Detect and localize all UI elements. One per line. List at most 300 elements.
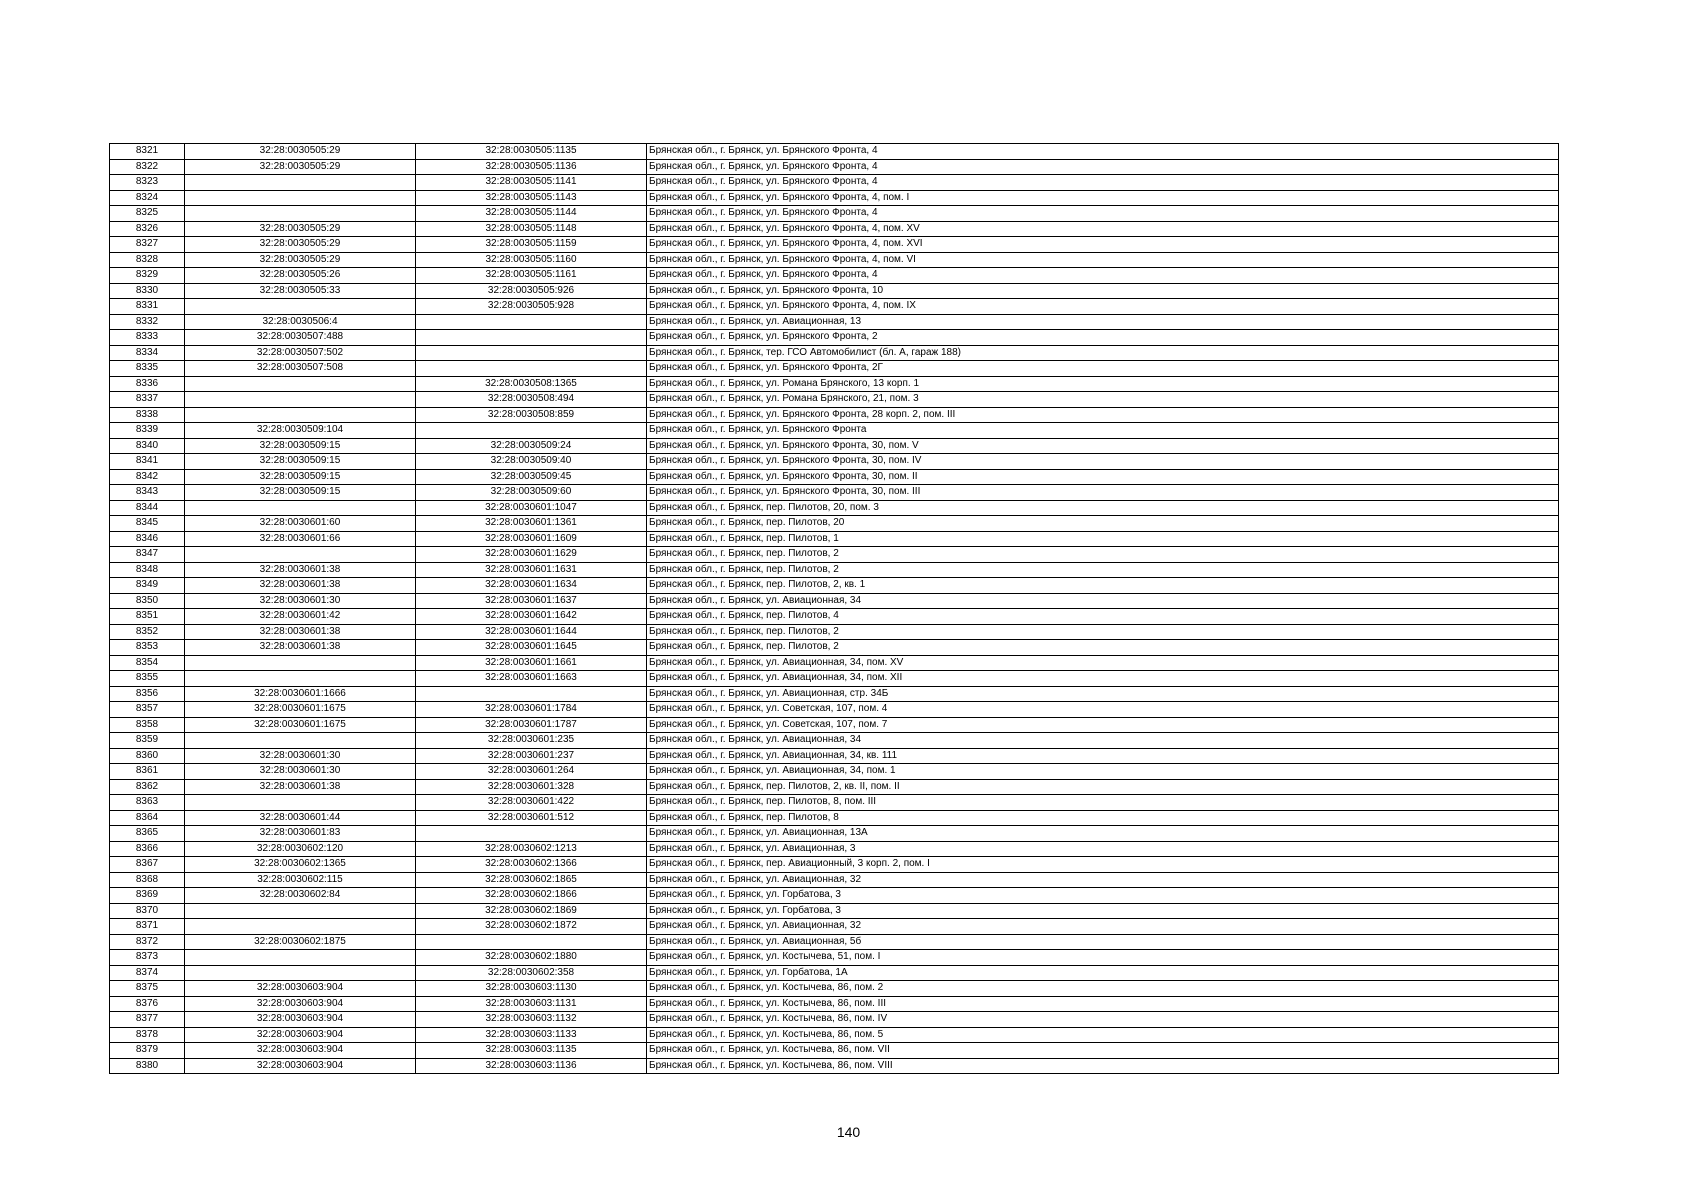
table-row — [110, 283, 1559, 299]
object-cadastral-number-cell: 32:28:0030601:1787 — [416, 717, 647, 733]
table-row — [110, 392, 1559, 408]
address-cell: Брянская обл., г. Брянск, ул. Горбатова, 3 — [647, 903, 1559, 919]
object-cadastral-number-cell: 32:28:0030601:1637 — [416, 593, 647, 609]
land-cadastral-number-cell — [185, 655, 416, 671]
row-number-cell: 8376 — [110, 996, 185, 1012]
object-cadastral-number-cell: 32:28:0030603:1131 — [416, 996, 647, 1012]
table-row — [110, 733, 1559, 749]
table-row — [110, 221, 1559, 237]
address-cell: Брянская обл., г. Брянск, ул. Костычева, 86, пом. VIII — [647, 1058, 1559, 1074]
land-cadastral-number-cell: 32:28:0030603:904 — [185, 1027, 416, 1043]
land-cadastral-number-cell: 32:28:0030505:33 — [185, 283, 416, 299]
address-cell: Брянская обл., г. Брянск, ул. Авиационная, 34, кв. 111 — [647, 748, 1559, 764]
land-cadastral-number-cell — [185, 376, 416, 392]
address-cell: Брянская обл., г. Брянск, ул. Авиационная, 34, пом. XII — [647, 671, 1559, 687]
land-cadastral-number-cell: 32:28:0030602:115 — [185, 872, 416, 888]
object-cadastral-number-cell: 32:28:0030505:1136 — [416, 159, 647, 175]
registry-table — [109, 143, 1559, 1074]
row-number-cell: 8326 — [110, 221, 185, 237]
land-cadastral-number-cell: 32:28:0030601:38 — [185, 624, 416, 640]
row-number-cell: 8367 — [110, 857, 185, 873]
address-cell: Брянская обл., г. Брянск, ул. Авиационная, 32 — [647, 872, 1559, 888]
land-cadastral-number-cell: 32:28:0030601:30 — [185, 748, 416, 764]
object-cadastral-number-cell — [416, 686, 647, 702]
row-number-cell: 8337 — [110, 392, 185, 408]
address-cell: Брянская обл., г. Брянск, ул. Брянского Фронта, 4, пом. XVI — [647, 237, 1559, 253]
row-number-cell: 8325 — [110, 206, 185, 222]
row-number-cell: 8355 — [110, 671, 185, 687]
address-cell: Брянская обл., г. Брянск, ул. Брянского Фронта, 4 — [647, 206, 1559, 222]
row-number-cell: 8369 — [110, 888, 185, 904]
land-cadastral-number-cell — [185, 206, 416, 222]
row-number-cell: 8351 — [110, 609, 185, 625]
address-cell: Брянская обл., г. Брянск, пер. Пилотов, 1 — [647, 531, 1559, 547]
object-cadastral-number-cell: 32:28:0030601:1609 — [416, 531, 647, 547]
address-cell: Брянская обл., г. Брянск, ул. Брянского Фронта, 4, пом. I — [647, 190, 1559, 206]
address-cell: Брянская обл., г. Брянск, ул. Брянского Фронта, 2 — [647, 330, 1559, 346]
object-cadastral-number-cell: 32:28:0030602:1213 — [416, 841, 647, 857]
row-number-cell: 8332 — [110, 314, 185, 330]
address-cell: Брянская обл., г. Брянск, ул. Брянского Фронта, 30, пом. II — [647, 469, 1559, 485]
table-row — [110, 562, 1559, 578]
land-cadastral-number-cell: 32:28:0030509:104 — [185, 423, 416, 439]
land-cadastral-number-cell: 32:28:0030601:60 — [185, 516, 416, 532]
object-cadastral-number-cell — [416, 423, 647, 439]
address-cell: Брянская обл., г. Брянск, ул. Брянского Фронта, 28 корп. 2, пом. III — [647, 407, 1559, 423]
land-cadastral-number-cell — [185, 407, 416, 423]
object-cadastral-number-cell: 32:28:0030508:1365 — [416, 376, 647, 392]
address-cell: Брянская обл., г. Брянск, ул. Брянского Фронта, 4 — [647, 175, 1559, 191]
object-cadastral-number-cell — [416, 826, 647, 842]
table-row — [110, 268, 1559, 284]
row-number-cell: 8368 — [110, 872, 185, 888]
address-cell: Брянская обл., г. Брянск, ул. Брянского Фронта, 4, пом. VI — [647, 252, 1559, 268]
address-cell: Брянская обл., г. Брянск, ул. Костычева, 86, пом. 2 — [647, 981, 1559, 997]
land-cadastral-number-cell: 32:28:0030602:1875 — [185, 934, 416, 950]
row-number-cell: 8339 — [110, 423, 185, 439]
row-number-cell: 8353 — [110, 640, 185, 656]
table-row — [110, 159, 1559, 175]
land-cadastral-number-cell — [185, 190, 416, 206]
table-row — [110, 361, 1559, 377]
land-cadastral-number-cell: 32:28:0030601:38 — [185, 779, 416, 795]
object-cadastral-number-cell: 32:28:0030601:1663 — [416, 671, 647, 687]
address-cell: Брянская обл., г. Брянск, пер. Пилотов, 2 — [647, 640, 1559, 656]
object-cadastral-number-cell: 32:28:0030603:1130 — [416, 981, 647, 997]
table-row — [110, 1058, 1559, 1074]
row-number-cell: 8328 — [110, 252, 185, 268]
address-cell: Брянская обл., г. Брянск, пер. Пилотов, 2 — [647, 547, 1559, 563]
row-number-cell: 8361 — [110, 764, 185, 780]
address-cell: Брянская обл., г. Брянск, ул. Костычева, 86, пом. VII — [647, 1043, 1559, 1059]
row-number-cell: 8377 — [110, 1012, 185, 1028]
object-cadastral-number-cell: 32:28:0030602:1880 — [416, 950, 647, 966]
land-cadastral-number-cell: 32:28:0030505:29 — [185, 159, 416, 175]
row-number-cell: 8342 — [110, 469, 185, 485]
row-number-cell: 8323 — [110, 175, 185, 191]
address-cell: Брянская обл., г. Брянск, пер. Пилотов, 2, кв. 1 — [647, 578, 1559, 594]
object-cadastral-number-cell: 32:28:0030508:859 — [416, 407, 647, 423]
address-cell: Брянская обл., г. Брянск, ул. Брянского Фронта, 10 — [647, 283, 1559, 299]
object-cadastral-number-cell: 32:28:0030601:328 — [416, 779, 647, 795]
land-cadastral-number-cell: 32:28:0030505:26 — [185, 268, 416, 284]
table-row — [110, 423, 1559, 439]
land-cadastral-number-cell: 32:28:0030505:29 — [185, 144, 416, 160]
address-cell: Брянская обл., г. Брянск, ул. Горбатова, 1А — [647, 965, 1559, 981]
row-number-cell: 8344 — [110, 500, 185, 516]
land-cadastral-number-cell — [185, 733, 416, 749]
row-number-cell: 8373 — [110, 950, 185, 966]
land-cadastral-number-cell: 32:28:0030507:508 — [185, 361, 416, 377]
table-row — [110, 764, 1559, 780]
table-row — [110, 609, 1559, 625]
object-cadastral-number-cell — [416, 345, 647, 361]
object-cadastral-number-cell — [416, 934, 647, 950]
object-cadastral-number-cell: 32:28:0030601:1644 — [416, 624, 647, 640]
table-row — [110, 593, 1559, 609]
row-number-cell: 8340 — [110, 438, 185, 454]
land-cadastral-number-cell: 32:28:0030601:44 — [185, 810, 416, 826]
address-cell: Брянская обл., г. Брянск, ул. Авиационная, 32 — [647, 919, 1559, 935]
object-cadastral-number-cell: 32:28:0030509:24 — [416, 438, 647, 454]
land-cadastral-number-cell: 32:28:0030507:502 — [185, 345, 416, 361]
land-cadastral-number-cell: 32:28:0030601:1666 — [185, 686, 416, 702]
row-number-cell: 8365 — [110, 826, 185, 842]
address-cell: Брянская обл., г. Брянск, ул. Костычева, 51, пом. I — [647, 950, 1559, 966]
land-cadastral-number-cell — [185, 392, 416, 408]
address-cell: Брянская обл., г. Брянск, ул. Авиационная, 3 — [647, 841, 1559, 857]
address-cell: Брянская обл., г. Брянск, ул. Брянского Фронта, 4, пом. IX — [647, 299, 1559, 315]
table-row — [110, 500, 1559, 516]
address-cell: Брянская обл., г. Брянск, ул. Советская, 107, пом. 7 — [647, 717, 1559, 733]
object-cadastral-number-cell: 32:28:0030508:494 — [416, 392, 647, 408]
row-number-cell: 8322 — [110, 159, 185, 175]
row-number-cell: 8379 — [110, 1043, 185, 1059]
object-cadastral-number-cell: 32:28:0030601:512 — [416, 810, 647, 826]
object-cadastral-number-cell: 32:28:0030601:1631 — [416, 562, 647, 578]
object-cadastral-number-cell: 32:28:0030602:1869 — [416, 903, 647, 919]
object-cadastral-number-cell: 32:28:0030602:1866 — [416, 888, 647, 904]
object-cadastral-number-cell — [416, 361, 647, 377]
land-cadastral-number-cell: 32:28:0030506:4 — [185, 314, 416, 330]
object-cadastral-number-cell: 32:28:0030603:1135 — [416, 1043, 647, 1059]
address-cell: Брянская обл., г. Брянск, ул. Авиационная, 13 — [647, 314, 1559, 330]
object-cadastral-number-cell: 32:28:0030505:1161 — [416, 268, 647, 284]
object-cadastral-number-cell: 32:28:0030509:60 — [416, 485, 647, 501]
object-cadastral-number-cell: 32:28:0030601:1361 — [416, 516, 647, 532]
row-number-cell: 8346 — [110, 531, 185, 547]
address-cell: Брянская обл., г. Брянск, ул. Брянского Фронта, 30, пом. IV — [647, 454, 1559, 470]
land-cadastral-number-cell — [185, 965, 416, 981]
land-cadastral-number-cell — [185, 903, 416, 919]
table-row — [110, 950, 1559, 966]
table-row — [110, 578, 1559, 594]
address-cell: Брянская обл., г. Брянск, ул. Горбатова, 3 — [647, 888, 1559, 904]
land-cadastral-number-cell: 32:28:0030601:1675 — [185, 717, 416, 733]
table-row — [110, 438, 1559, 454]
address-cell: Брянская обл., г. Брянск, ул. Авиационная, 5б — [647, 934, 1559, 950]
object-cadastral-number-cell: 32:28:0030505:1160 — [416, 252, 647, 268]
table-row — [110, 934, 1559, 950]
row-number-cell: 8335 — [110, 361, 185, 377]
address-cell: Брянская обл., г. Брянск, ул. Советская, 107, пом. 4 — [647, 702, 1559, 718]
table-row — [110, 919, 1559, 935]
land-cadastral-number-cell: 32:28:0030603:904 — [185, 1012, 416, 1028]
table-row — [110, 516, 1559, 532]
table-row — [110, 671, 1559, 687]
object-cadastral-number-cell: 32:28:0030603:1132 — [416, 1012, 647, 1028]
address-cell: Брянская обл., г. Брянск, ул. Авиационная, 13А — [647, 826, 1559, 842]
table-row — [110, 485, 1559, 501]
row-number-cell: 8364 — [110, 810, 185, 826]
table-row — [110, 981, 1559, 997]
table-row — [110, 779, 1559, 795]
object-cadastral-number-cell: 32:28:0030602:1872 — [416, 919, 647, 935]
land-cadastral-number-cell: 32:28:0030509:15 — [185, 454, 416, 470]
object-cadastral-number-cell — [416, 330, 647, 346]
row-number-cell: 8359 — [110, 733, 185, 749]
address-cell: Брянская обл., г. Брянск, пер. Пилотов, 2 — [647, 562, 1559, 578]
object-cadastral-number-cell: 32:28:0030505:1143 — [416, 190, 647, 206]
row-number-cell: 8380 — [110, 1058, 185, 1074]
address-cell: Брянская обл., г. Брянск, ул. Брянского Фронта, 2Г — [647, 361, 1559, 377]
row-number-cell: 8358 — [110, 717, 185, 733]
land-cadastral-number-cell: 32:28:0030509:15 — [185, 485, 416, 501]
table-row — [110, 826, 1559, 842]
row-number-cell: 8366 — [110, 841, 185, 857]
object-cadastral-number-cell: 32:28:0030601:237 — [416, 748, 647, 764]
land-cadastral-number-cell: 32:28:0030601:42 — [185, 609, 416, 625]
land-cadastral-number-cell: 32:28:0030509:15 — [185, 469, 416, 485]
land-cadastral-number-cell: 32:28:0030603:904 — [185, 1043, 416, 1059]
land-cadastral-number-cell: 32:28:0030507:488 — [185, 330, 416, 346]
row-number-cell: 8356 — [110, 686, 185, 702]
land-cadastral-number-cell: 32:28:0030603:904 — [185, 996, 416, 1012]
object-cadastral-number-cell: 32:28:0030601:1642 — [416, 609, 647, 625]
object-cadastral-number-cell: 32:28:0030603:1133 — [416, 1027, 647, 1043]
land-cadastral-number-cell: 32:28:0030505:29 — [185, 221, 416, 237]
object-cadastral-number-cell: 32:28:0030505:1159 — [416, 237, 647, 253]
object-cadastral-number-cell: 32:28:0030601:1784 — [416, 702, 647, 718]
land-cadastral-number-cell: 32:28:0030603:904 — [185, 981, 416, 997]
address-cell: Брянская обл., г. Брянск, ул. Романа Брянского, 13 корп. 1 — [647, 376, 1559, 392]
object-cadastral-number-cell: 32:28:0030505:928 — [416, 299, 647, 315]
row-number-cell: 8363 — [110, 795, 185, 811]
object-cadastral-number-cell: 32:28:0030601:1047 — [416, 500, 647, 516]
row-number-cell: 8352 — [110, 624, 185, 640]
table-row — [110, 888, 1559, 904]
row-number-cell: 8354 — [110, 655, 185, 671]
land-cadastral-number-cell: 32:28:0030602:1365 — [185, 857, 416, 873]
address-cell: Брянская обл., г. Брянск, ул. Брянского Фронта, 4 — [647, 268, 1559, 284]
table-row — [110, 376, 1559, 392]
land-cadastral-number-cell: 32:28:0030601:38 — [185, 562, 416, 578]
land-cadastral-number-cell — [185, 175, 416, 191]
address-cell: Брянская обл., г. Брянск, ул. Авиационная, 34 — [647, 593, 1559, 609]
land-cadastral-number-cell: 32:28:0030505:29 — [185, 252, 416, 268]
address-cell: Брянская обл., г. Брянск, ул. Брянского Фронта, 30, пом. III — [647, 485, 1559, 501]
row-number-cell: 8375 — [110, 981, 185, 997]
row-number-cell: 8321 — [110, 144, 185, 160]
address-cell: Брянская обл., г. Брянск, ул. Костычева, 86, пом. IV — [647, 1012, 1559, 1028]
land-cadastral-number-cell: 32:28:0030601:38 — [185, 640, 416, 656]
table-row — [110, 640, 1559, 656]
table-row — [110, 717, 1559, 733]
object-cadastral-number-cell: 32:28:0030505:1144 — [416, 206, 647, 222]
table-row — [110, 702, 1559, 718]
land-cadastral-number-cell — [185, 547, 416, 563]
table-row — [110, 1012, 1559, 1028]
table-row — [110, 175, 1559, 191]
table-row — [110, 314, 1559, 330]
table-row — [110, 237, 1559, 253]
row-number-cell: 8343 — [110, 485, 185, 501]
table-row — [110, 531, 1559, 547]
object-cadastral-number-cell: 32:28:0030505:1148 — [416, 221, 647, 237]
address-cell: Брянская обл., г. Брянск, ул. Костычева, 86, пом. 5 — [647, 1027, 1559, 1043]
land-cadastral-number-cell — [185, 299, 416, 315]
land-cadastral-number-cell: 32:28:0030603:904 — [185, 1058, 416, 1074]
table-row — [110, 996, 1559, 1012]
object-cadastral-number-cell: 32:28:0030505:926 — [416, 283, 647, 299]
row-number-cell: 8336 — [110, 376, 185, 392]
land-cadastral-number-cell: 32:28:0030505:29 — [185, 237, 416, 253]
address-cell: Брянская обл., г. Брянск, ул. Костычева, 86, пом. III — [647, 996, 1559, 1012]
table-row — [110, 965, 1559, 981]
land-cadastral-number-cell — [185, 795, 416, 811]
address-cell: Брянская обл., г. Брянск, пер. Пилотов, 20 — [647, 516, 1559, 532]
address-cell: Брянская обл., г. Брянск, пер. Пилотов, 2, кв. II, пом. II — [647, 779, 1559, 795]
table-row — [110, 795, 1559, 811]
object-cadastral-number-cell: 32:28:0030601:1661 — [416, 655, 647, 671]
object-cadastral-number-cell: 32:28:0030601:1634 — [416, 578, 647, 594]
table-row — [110, 407, 1559, 423]
object-cadastral-number-cell: 32:28:0030601:235 — [416, 733, 647, 749]
land-cadastral-number-cell: 32:28:0030601:38 — [185, 578, 416, 594]
table-row — [110, 810, 1559, 826]
address-cell: Брянская обл., г. Брянск, ул. Романа Брянского, 21, пом. 3 — [647, 392, 1559, 408]
object-cadastral-number-cell — [416, 314, 647, 330]
address-cell: Брянская обл., г. Брянск, ул. Авиационная, стр. 34Б — [647, 686, 1559, 702]
row-number-cell: 8378 — [110, 1027, 185, 1043]
address-cell: Брянская обл., г. Брянск, пер. Пилотов, 20, пом. 3 — [647, 500, 1559, 516]
table-row — [110, 841, 1559, 857]
row-number-cell: 8324 — [110, 190, 185, 206]
row-number-cell: 8330 — [110, 283, 185, 299]
row-number-cell: 8362 — [110, 779, 185, 795]
row-number-cell: 8371 — [110, 919, 185, 935]
land-cadastral-number-cell: 32:28:0030602:84 — [185, 888, 416, 904]
address-cell: Брянская обл., г. Брянск, ул. Авиационная, 34, пом. XV — [647, 655, 1559, 671]
land-cadastral-number-cell: 32:28:0030601:83 — [185, 826, 416, 842]
table-row — [110, 748, 1559, 764]
table-row — [110, 190, 1559, 206]
object-cadastral-number-cell: 32:28:0030602:1865 — [416, 872, 647, 888]
table-row — [110, 547, 1559, 563]
object-cadastral-number-cell: 32:28:0030602:358 — [416, 965, 647, 981]
table-row — [110, 1027, 1559, 1043]
row-number-cell: 8347 — [110, 547, 185, 563]
land-cadastral-number-cell: 32:28:0030601:30 — [185, 764, 416, 780]
table-row — [110, 144, 1559, 160]
row-number-cell: 8348 — [110, 562, 185, 578]
table-row — [110, 903, 1559, 919]
land-cadastral-number-cell — [185, 950, 416, 966]
row-number-cell: 8349 — [110, 578, 185, 594]
row-number-cell: 8331 — [110, 299, 185, 315]
row-number-cell: 8370 — [110, 903, 185, 919]
land-cadastral-number-cell: 32:28:0030602:120 — [185, 841, 416, 857]
table-row — [110, 469, 1559, 485]
address-cell: Брянская обл., г. Брянск, пер. Авиационный, 3 корп. 2, пом. I — [647, 857, 1559, 873]
object-cadastral-number-cell: 32:28:0030601:1645 — [416, 640, 647, 656]
table-row — [110, 454, 1559, 470]
object-cadastral-number-cell: 32:28:0030505:1135 — [416, 144, 647, 160]
table-row — [110, 857, 1559, 873]
page-number: 140 — [836, 1124, 861, 1140]
registry-table-body — [110, 144, 1559, 1074]
object-cadastral-number-cell: 32:28:0030505:1141 — [416, 175, 647, 191]
row-number-cell: 8350 — [110, 593, 185, 609]
row-number-cell: 8329 — [110, 268, 185, 284]
row-number-cell: 8345 — [110, 516, 185, 532]
object-cadastral-number-cell: 32:28:0030509:45 — [416, 469, 647, 485]
address-cell: Брянская обл., г. Брянск, ул. Авиационная, 34 — [647, 733, 1559, 749]
address-cell: Брянская обл., г. Брянск, ул. Брянского Фронта, 4 — [647, 144, 1559, 160]
object-cadastral-number-cell: 32:28:0030509:40 — [416, 454, 647, 470]
table-row — [110, 686, 1559, 702]
address-cell: Брянская обл., г. Брянск, ул. Брянского Фронта, 4, пом. XV — [647, 221, 1559, 237]
land-cadastral-number-cell — [185, 671, 416, 687]
table-row — [110, 330, 1559, 346]
table-row — [110, 655, 1559, 671]
address-cell: Брянская обл., г. Брянск, ул. Брянского Фронта, 4 — [647, 159, 1559, 175]
table-row — [110, 345, 1559, 361]
row-number-cell: 8327 — [110, 237, 185, 253]
address-cell: Брянская обл., г. Брянск, ул. Брянского Фронта — [647, 423, 1559, 439]
row-number-cell: 8338 — [110, 407, 185, 423]
address-cell: Брянская обл., г. Брянск, пер. Пилотов, 8, пом. III — [647, 795, 1559, 811]
object-cadastral-number-cell: 32:28:0030602:1366 — [416, 857, 647, 873]
land-cadastral-number-cell: 32:28:0030601:66 — [185, 531, 416, 547]
row-number-cell: 8357 — [110, 702, 185, 718]
table-row — [110, 624, 1559, 640]
object-cadastral-number-cell: 32:28:0030601:1629 — [416, 547, 647, 563]
land-cadastral-number-cell — [185, 500, 416, 516]
address-cell: Брянская обл., г. Брянск, ул. Брянского Фронта, 30, пом. V — [647, 438, 1559, 454]
row-number-cell: 8360 — [110, 748, 185, 764]
land-cadastral-number-cell: 32:28:0030509:15 — [185, 438, 416, 454]
land-cadastral-number-cell: 32:28:0030601:30 — [185, 593, 416, 609]
object-cadastral-number-cell: 32:28:0030603:1136 — [416, 1058, 647, 1074]
object-cadastral-number-cell: 32:28:0030601:264 — [416, 764, 647, 780]
row-number-cell: 8374 — [110, 965, 185, 981]
row-number-cell: 8341 — [110, 454, 185, 470]
table-row — [110, 252, 1559, 268]
address-cell: Брянская обл., г. Брянск, пер. Пилотов, 2 — [647, 624, 1559, 640]
table-row — [110, 1043, 1559, 1059]
land-cadastral-number-cell: 32:28:0030601:1675 — [185, 702, 416, 718]
address-cell: Брянская обл., г. Брянск, ул. Авиационная, 34, пом. 1 — [647, 764, 1559, 780]
address-cell: Брянская обл., г. Брянск, пер. Пилотов, 4 — [647, 609, 1559, 625]
row-number-cell: 8372 — [110, 934, 185, 950]
address-cell: Брянская обл., г. Брянск, пер. Пилотов, 8 — [647, 810, 1559, 826]
object-cadastral-number-cell: 32:28:0030601:422 — [416, 795, 647, 811]
row-number-cell: 8334 — [110, 345, 185, 361]
table-row — [110, 299, 1559, 315]
address-cell: Брянская обл., г. Брянск, тер. ГСО Автомобилист (бл. А, гараж 188) — [647, 345, 1559, 361]
row-number-cell: 8333 — [110, 330, 185, 346]
